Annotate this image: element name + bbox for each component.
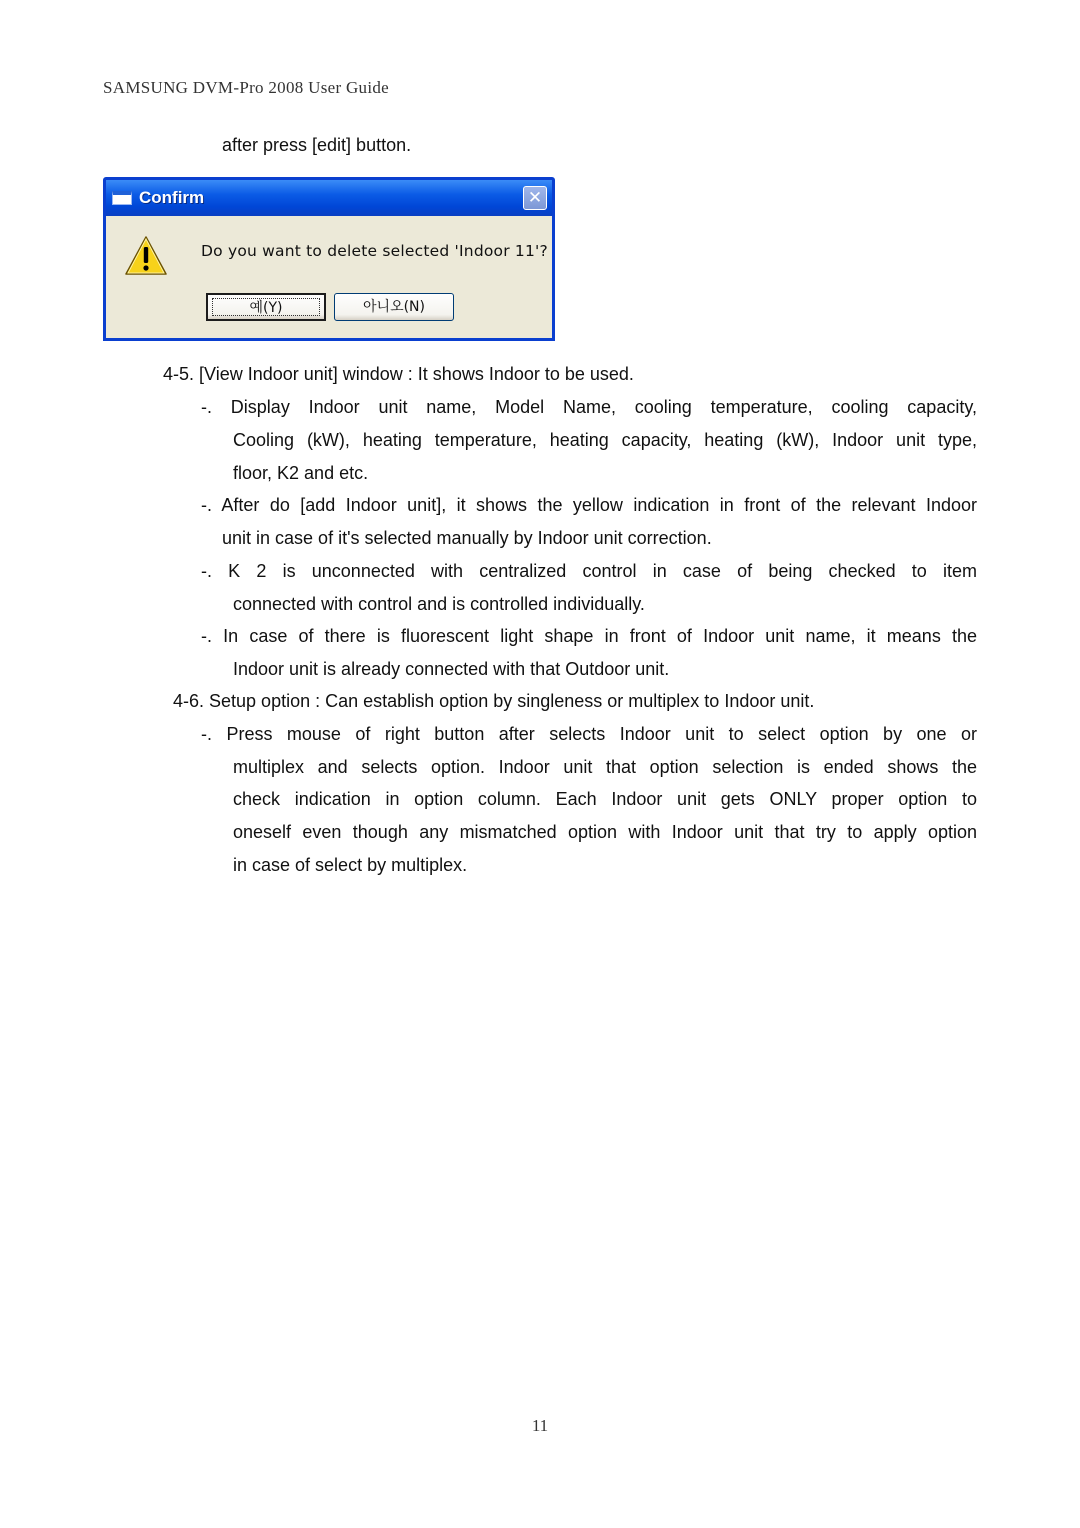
- section-4-6-item-1-line-5: in case of select by multiplex.: [233, 855, 468, 875]
- dialog-title: Confirm: [139, 188, 205, 207]
- section-4-5-item-4-line-1: -. In case of there is fluorescent light shape in front of Indoor unit name, it means the: [201, 626, 977, 646]
- confirm-dialog: [103, 177, 555, 341]
- section-4-5-item-2-line-2: unit in case of it's selected manually by Indoor unit correction.: [222, 528, 712, 548]
- close-icon: ✕: [527, 188, 543, 207]
- section-4-5-item-1-line-2: Cooling (kW), heating temperature, heating capacity, heating (kW), Indoor unit type,: [233, 430, 977, 450]
- section-4-5-item-3-line-1: -. K 2 is unconnected with centralized control in case of being checked to item: [201, 561, 977, 581]
- section-4-5-item-4-line-2: Indoor unit is already connected with that Outdoor unit.: [233, 659, 670, 679]
- dialog-message: Do you want to delete selected 'Indoor 11'?: [201, 242, 548, 260]
- dialog-titlebar[interactable]: [106, 180, 552, 216]
- section-4-5-item-2-line-1: -. After do [add Indoor unit], it shows the yellow indication in front of the relevant Indoor: [201, 495, 977, 515]
- document-header: SAMSUNG DVM-Pro 2008 User Guide: [103, 78, 390, 97]
- window-icon: [112, 191, 132, 205]
- section-4-5-item-1-line-3: floor, K2 and etc.: [233, 463, 369, 483]
- section-4-5-item-3-line-2: connected with control and is controlled individually.: [233, 594, 645, 614]
- no-button[interactable]: 아니오(N): [334, 293, 454, 321]
- intro-text: after press [edit] button.: [222, 135, 412, 155]
- page-number: 11: [531, 1416, 549, 1435]
- section-4-5-item-1-line-1: -. Display Indoor unit name, Model Name, cooling temperature, cooling capacity,: [201, 397, 977, 417]
- section-4-6-item-1-line-4: oneself even though any mismatched option with Indoor unit that try to apply option: [233, 822, 977, 842]
- section-4-6-item-1-line-2: multiplex and selects option. Indoor unit that option selection is ended shows the: [233, 757, 977, 777]
- section-4-5-heading: 4-5. [View Indoor unit] window : It shows Indoor to be used.: [163, 364, 634, 384]
- section-4-6-heading: 4-6. Setup option : Can establish option by singleness or multiplex to Indoor unit.: [173, 691, 815, 711]
- yes-button-label: 예(Y): [212, 298, 320, 316]
- close-button[interactable]: [523, 186, 547, 210]
- warning-icon: [124, 235, 168, 277]
- yes-button[interactable]: [206, 293, 326, 321]
- section-4-6-item-1-line-1: -. Press mouse of right button after selects Indoor unit to select option by one or: [201, 724, 977, 744]
- section-4-6-item-1-line-3: check indication in option column. Each Indoor unit gets ONLY proper option to: [233, 789, 977, 809]
